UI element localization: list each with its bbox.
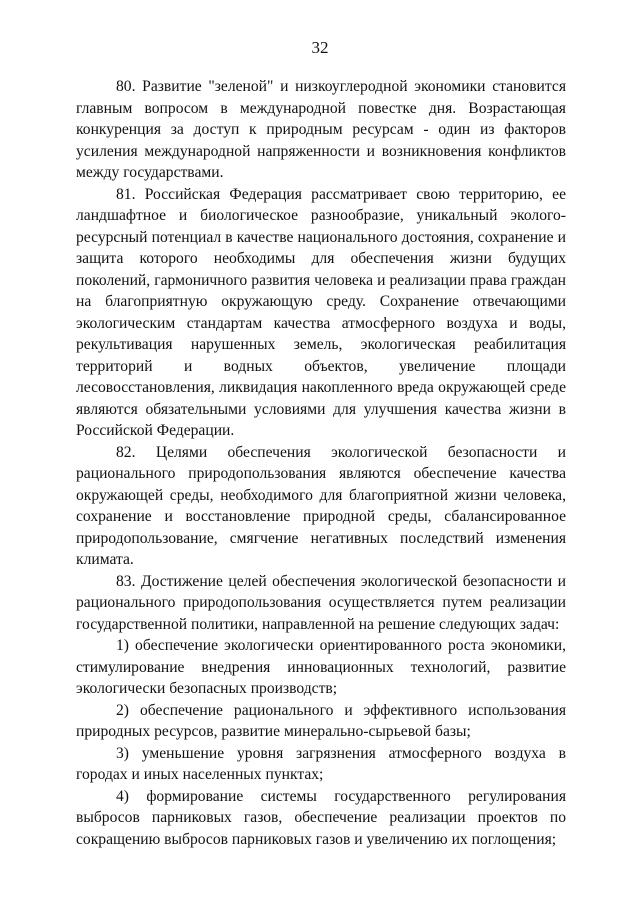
paragraph-81: 81. Российская Федерация рассматривает свою территорию, ее ландшафтное и биологическое разнообразие, уникальный эколого-ресурсный потенциал в качестве национального достояния, сохранение и защита которого необходимы для обеспечения жизни будущих поколений, гармоничного развития человека и реализации права граждан на благоприятную окружающую среду. Сохранение отвечающими экологическим стандартам качества атмосферного воздуха и воды, рекультивация нарушенных земель, экологическая реабилитация территорий и водных объектов, увеличение площади лесовосстановления, ликвидация накопленного вреда окружающей среде являются обязательными условиями для улучшения качества жизни в Российской Федерации.	[76, 185, 566, 439]
list-item-4: 4) формирование системы государственного регулирования выбросов парниковых газов, обеспечение реализации проектов по сокращению выбросов парниковых газов и увеличению их поглощения;	[76, 787, 566, 848]
list-item-1: 1) обеспечение экологически ориентированного роста экономики, стимулирование внедрения инновационных технологий, развитие экологически безопасных производств;	[76, 637, 566, 697]
paragraph-82: 82. Целями обеспечения экологической безопасности и рационального природопользования являются обеспечение качества окружающей среды, необходимого для благоприятной жизни человека, сохранение и восстановление природной среды, сбалансированное природопользование, смягчение негативных последствий изменения климата.	[76, 443, 566, 568]
paragraph-83: 83. Достижение целей обеспечения экологической безопасности и рационального природопользования осуществляется путем реализации государственной политики, направленной на решение следующих задач:	[76, 572, 566, 633]
list-item-2: 2) обеспечение рационального и эффективного использования природных ресурсов, развитие минерально-сырьевой базы;	[76, 701, 566, 740]
list-item-3: 3) уменьшение уровня загрязнения атмосферного воздуха в городах и иных населенных пунктах;	[76, 744, 566, 783]
paragraph-80: 80. Развитие "зеленой" и низкоуглеродной экономики становится главным вопросом в международной повестке дня. Возрастающая конкуренция за доступ к природным ресурсам - один из факторов усиления международной напряженности и возникновения конфликтов между государствами.	[76, 78, 566, 181]
page-number: 32	[311, 38, 329, 57]
document-body	[76, 76, 566, 850]
